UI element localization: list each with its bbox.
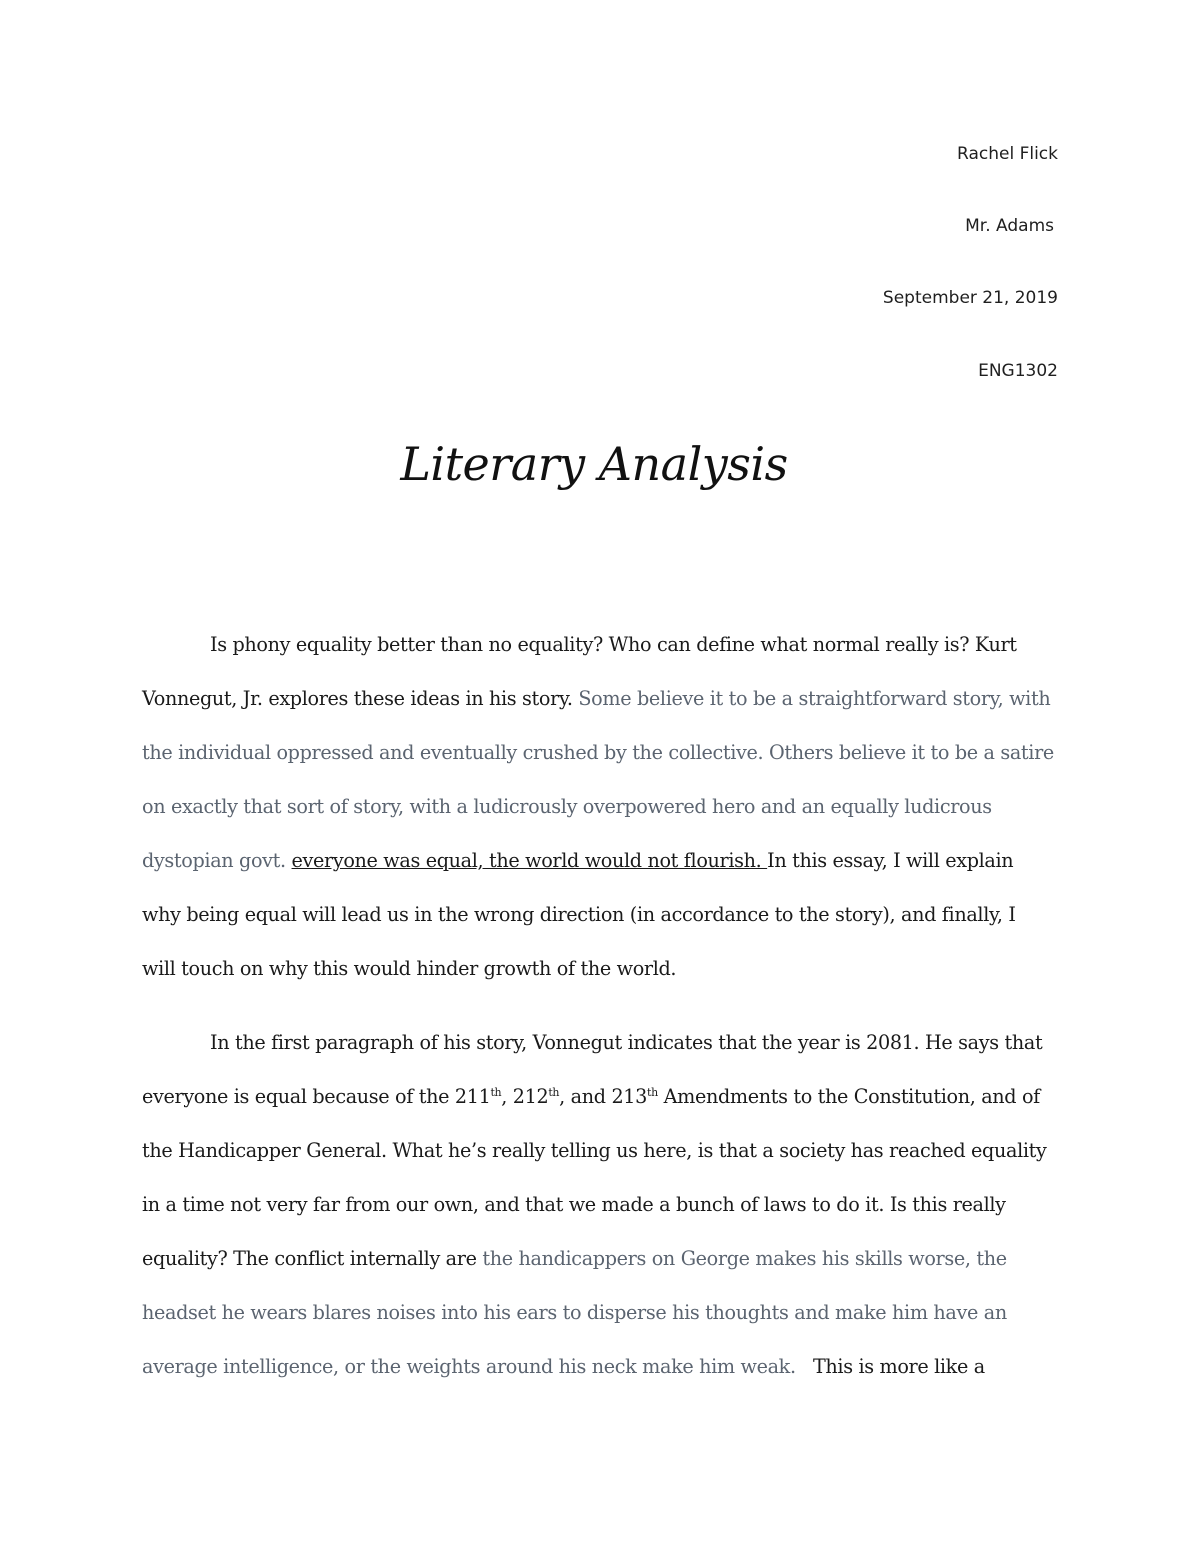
- instructor-name: Mr. Adams: [965, 216, 1054, 236]
- document-title: Literary Analysis: [400, 437, 788, 491]
- p1-line-2: [142, 687, 1050, 710]
- p2-line-2-part-3: , and 213: [559, 1085, 648, 1108]
- p1-line-2-gray-text: Some believe it to be a straightforward story, with: [578, 687, 1051, 710]
- p2-line-1: In the first paragraph of his story, Vonnegut indicates that the year is 2081. He says that: [210, 1031, 1043, 1054]
- p2-line-7: [142, 1355, 985, 1378]
- author-name: Rachel Flick: [957, 144, 1058, 164]
- p2-line-2: [142, 1085, 1040, 1108]
- ordinal-suffix: th: [548, 1086, 560, 1099]
- p1-line-2-text: Vonnegut, Jr. explores these ideas in his story.: [142, 687, 579, 710]
- p2-line-7-text: This is more like a: [795, 1355, 985, 1378]
- p2-line-2-part-1: everyone is equal because of the 211: [142, 1085, 491, 1108]
- p2-line-7-gray-text: average intelligence, or the weights around his neck make him weak.: [142, 1355, 796, 1378]
- course-code: ENG1302: [978, 361, 1058, 381]
- p1-line-3: the individual oppressed and eventually crushed by the collective. Others believe it to be a satire: [142, 741, 1054, 764]
- thesis-underlined: everyone was equal, the world would not flourish.: [291, 849, 768, 872]
- p2-line-5: [142, 1247, 1007, 1270]
- p2-line-4: in a time not very far from our own, and that we made a bunch of laws to do it. Is this really: [142, 1193, 1006, 1216]
- p2-line-6: headset he wears blares noises into his ears to disperse his thoughts and make him have an: [142, 1301, 1007, 1324]
- p2-line-5-text: equality? The conflict internally are: [142, 1247, 483, 1270]
- p2-line-3: the Handicapper General. What he’s really telling us here, is that a society has reached equality: [142, 1139, 1047, 1162]
- p1-line-1: Is phony equality better than no equality? Who can define what normal really is? Kurt: [210, 633, 1017, 656]
- p1-line-4: on exactly that sort of story, with a ludicrously overpowered hero and an equally ludicrous: [142, 795, 992, 818]
- document-date: September 21, 2019: [882, 288, 1058, 308]
- p2-line-5-gray-text: the handicappers on George makes his skills worse, the: [482, 1247, 1007, 1270]
- ordinal-suffix: th: [490, 1086, 502, 1099]
- ordinal-suffix: th: [647, 1086, 658, 1099]
- p1-line-5-gray-text: dystopian govt.: [142, 849, 292, 872]
- p1-line-5: [142, 849, 1013, 872]
- p2-line-2-part-2: , 212: [501, 1085, 549, 1108]
- p1-line-6: why being equal will lead us in the wrong direction (in accordance to the story), and finally, I: [142, 903, 1016, 926]
- p1-line-5-text: In this essay, I will explain: [767, 849, 1014, 872]
- p1-line-7: will touch on why this would hinder growth of the world.: [142, 957, 677, 980]
- p2-line-2-part-4: Amendments to the Constitution, and of: [657, 1085, 1040, 1108]
